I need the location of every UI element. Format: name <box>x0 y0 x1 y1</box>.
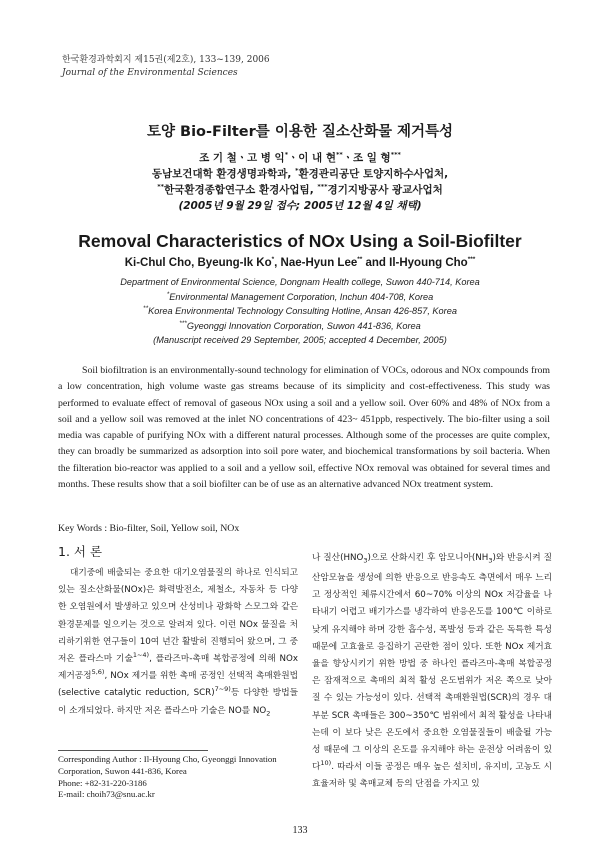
author-names-part2: ㆍ이 내 현 <box>288 152 336 164</box>
right-text-2: )으로 산화시킨 후 암모니아(NH <box>367 553 489 563</box>
intro-text-4: 등 다양한 방법들이 소개되었다. 하지만 저온 플라스마 기술은 NO를 NO <box>58 688 298 716</box>
footnote-divider <box>58 750 208 751</box>
authors-english <box>0 257 600 269</box>
journal-citation: 한국환경과학회지 제15권(제2호), 133~139, 2006 <box>62 55 270 65</box>
corresponding-phone: Phone: +82-31-220-3186 <box>58 777 147 788</box>
body-right-paragraph <box>312 550 552 794</box>
affiliation-en-2-line <box>0 290 600 305</box>
affiliation-en-mark-4: *** <box>179 319 187 327</box>
affiliation-en-4: Gyeonggi Innovation Corporation, Suwon 441-836, Korea <box>186 320 421 331</box>
citation-ref-3: 7~9) <box>214 685 231 694</box>
author-mark-1: * <box>284 150 289 159</box>
citation-ref-2: 5,6) <box>91 668 105 677</box>
intro-paragraph <box>58 565 298 723</box>
affiliation-ko-mark-4: *** <box>317 182 328 191</box>
author-en-3: and Il-Hyoung Cho <box>362 257 468 269</box>
author-names-part1: 조 기 철ㆍ고 병 익 <box>199 152 285 164</box>
affiliation-en-mark-3: ** <box>143 304 149 312</box>
author-en-mark-1: * <box>271 256 275 264</box>
subscript-3b: 3 <box>488 556 493 565</box>
affiliation-ko-3: 한국환경종합연구소 환경사업팀, <box>164 184 314 196</box>
affiliation-korean-line2 <box>0 182 600 198</box>
author-names-part3: ㆍ조 일 형 <box>342 152 391 164</box>
abstract: Soil biofiltration is an environmentally-sound technology for elimination of VOCs, odorous and NOx compounds from a low concentration, high volume waste gas streams because of its simplicity and cost-effectiveness. This study was performed to evaluate effect of removal of gaseous NOx using a soil and a yellow soil. Over 60% and 48% of NOx from a soil and a yellow soil was removed at the inlet NO concentrations of 423~ 451ppb, respectively. The bio-filter using a soil media was capable of purifying NOx with a different natural processes. Although some of the processes are quite complex, they can broadly be summarized as adsorption into soil pore water, and biochemical transformations by soil bacteria. When the filteration bio-reactor was applied to a soil and a yellow soil, effective NOx removal was obtained for several times and months. These results show that a soil biofilter can be of use as an alternative advanced NOx treatment system. <box>58 365 550 491</box>
corresponding-author: Corresponding Author : Il-Hyoung Cho, Gyeonggi Innovation Corporation, Suwon 441-836, Korea <box>58 754 277 776</box>
affiliation-ko-4: 경기지방공사 광교사업처 <box>327 184 443 196</box>
corresponding-email: E-mail: choih73@snu.ac.kr <box>58 789 155 800</box>
title-korean: 토양 Bio-Filter를 이용한 질소산화물 제거특성 <box>146 124 454 140</box>
citation-ref-1: 1~4) <box>132 651 150 660</box>
body-column-right <box>312 550 552 794</box>
author-en-1: Ki-Chul Cho, Byeung-Ik Ko <box>124 257 272 269</box>
subscript-2: 2 <box>266 709 271 718</box>
subscript-3a: 3 <box>363 556 368 565</box>
right-text-3: )와 반응시켜 질산암모늄을 생성에 의한 반응으로 반응속도 측면에서 매우 느리고 정상적인 체류시간에서 60~70% 이상의 NOx 저감율을 나타내기 어렵고 배기가스를 냉각하여 반응온도를 100℃ 이하로 낮게 유지해야 하며 강한 흡수성, 폭발성 등과 같은 독특한 특성 때문에 고효율로 응집하기 곤란한 점이 있다. 또한 NOx 제거효율을 향상시키기 위한 방법 중 하나인 플라즈마-촉매 복합공정은 잠재적으로 촉매의 최적 활성 온도범위가 저온 쪽으로 낮아질 수 있는 가능성이 있다. 선택적 촉매환원법(SCR)의 경우 대부분 SCR 촉매들은 300~350℃ 범위에서 최적 활성을 나타내는데 이 보다 낮은 온도에서 중요한 오염물질들이 배출될 가능성 때문에 그 이상의 온도를 유지해야 하는 운전상 어려움이 있다 <box>312 553 552 773</box>
page-number: 133 <box>292 825 308 836</box>
journal-name-en: Journal of the Environmental Sciences <box>62 68 238 78</box>
affiliation-en-2: Environmental Management Corporation, Inchun 404-708, Korea <box>169 291 434 302</box>
right-text-4: . 따라서 이들 공정은 매우 높은 설치비, 유지비, 고농도 시 효율저하 및 촉매교체 등의 단점을 가지고 있 <box>312 762 552 790</box>
author-en-mark-2: ** <box>357 256 363 264</box>
affiliations-english <box>0 275 600 348</box>
affiliation-en-1: Department of Environmental Science, Dongnam Health college, Suwon 440-714, Korea <box>120 277 480 287</box>
intro-text-2: , 플라즈마-촉매 복합공정에 의해 NOx 제거공정 <box>58 654 298 682</box>
intro-text-1: 대기중에 배출되는 중요한 대기오염물질의 하나로 인식되고 있는 질소산화물(NOx)은 화력발전소, 제철소, 자동차 등 다양한 오염원에서 발생하고 있으며 산성비나 광화학 스모그와 같은 환경문제를 일으키는 것으로 알려져 있다. 이런 NOx 물질을 처리하기위한 연구들이 10여 년간 활발히 진행되어 왔으며, 그 중 저온 플라스마 기술 <box>58 568 298 665</box>
affiliation-ko-mark-3: ** <box>157 182 165 191</box>
corresponding-author-footnote <box>58 754 298 801</box>
affiliation-en-3: Korea Environmental Technology Consulting Hotline, Ansan 426-857, Korea <box>148 306 457 316</box>
body-column-left <box>58 565 298 723</box>
affiliation-korean-line1 <box>0 166 600 182</box>
authors-korean-block <box>0 150 600 214</box>
author-mark-3: *** <box>390 150 401 159</box>
affiliation-en-mark-2: * <box>166 290 170 298</box>
intro-text-3: , NOx 제거를 위한 촉매 공정인 선택적 촉매환원법(selective catalytic reduction, SCR) <box>58 671 298 699</box>
author-mark-2: ** <box>336 150 343 159</box>
manuscript-dates: (Manuscript received 29 September, 2005; accepted 4 December, 2005) <box>153 335 447 345</box>
affiliation-ko-1: 동남보건대학 환경생명과학과, <box>151 168 292 180</box>
affiliation-ko-mark-1: * <box>295 166 299 175</box>
title-english: Removal Characteristics of NOx Using a Soil-Biofilter <box>78 231 522 251</box>
affiliation-en-4-line <box>0 319 600 334</box>
right-text-1: 나 질산(HNO <box>312 553 364 563</box>
journal-header <box>62 54 270 80</box>
dates-korean: (2005년 9월 29일 접수; 2005년 12월 4일 채택) <box>178 200 422 212</box>
keywords: Key Words : Bio-filter, Soil, Yellow soil, NOx <box>58 523 240 534</box>
author-en-mark-3: *** <box>467 256 476 264</box>
affiliation-ko-2: 환경관리공단 토양지하수사업처, <box>298 168 449 180</box>
affiliation-en-3-line <box>0 304 600 319</box>
authors-korean-names <box>0 150 600 166</box>
citation-ref-10: 10) <box>320 759 332 768</box>
author-en-2: , Nae-Hyun Lee <box>274 257 358 269</box>
section-heading-introduction: 1. 서 론 <box>58 544 103 559</box>
